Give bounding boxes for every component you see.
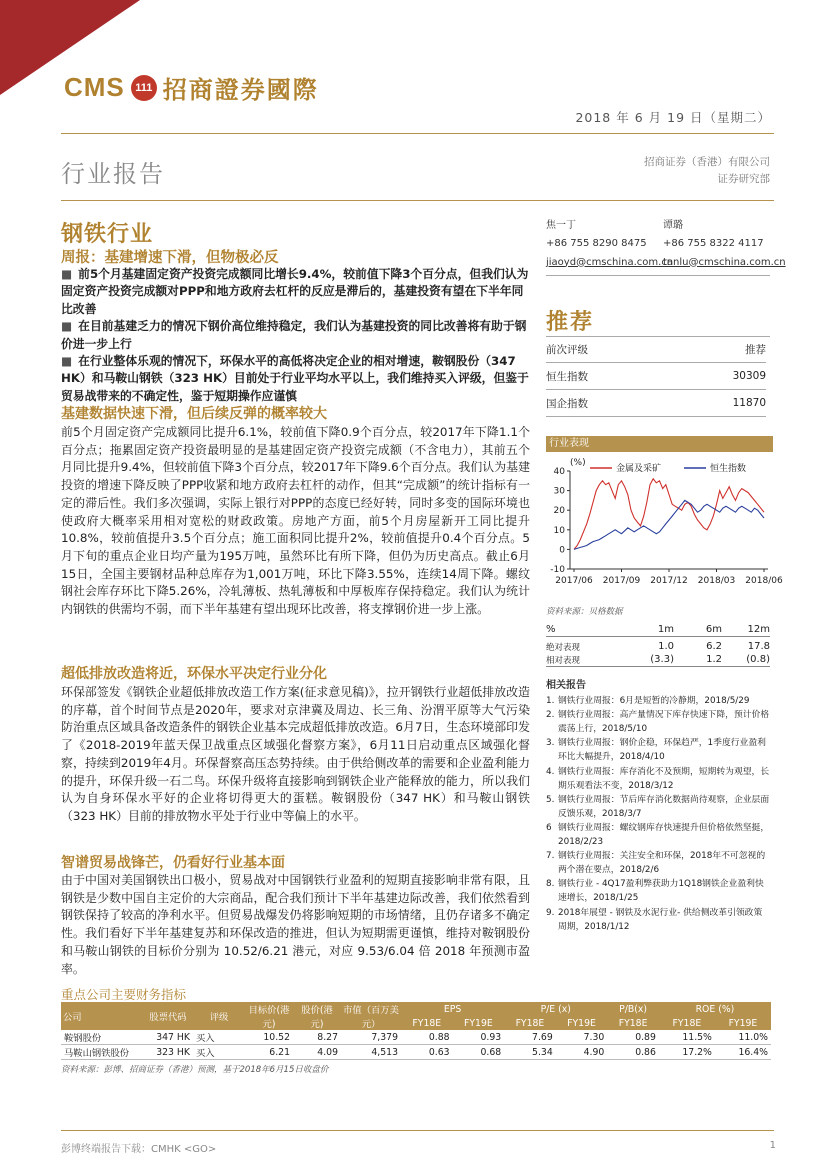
- y-tick-label: 0: [559, 545, 565, 556]
- key-point: ■ 在目前基建乏力的情况下钢价高位维持稳定，我们认为基建投资的同比改善将有助于钢价进一步上行: [61, 319, 527, 351]
- related-item[interactable]: 9. 2018年展望 - 钢铁及水泥行业- 供给侧改革引领政策周期，2018/1/12: [546, 907, 763, 932]
- section-heading: 基建数据快速下滑，但后续反弹的概率较大: [61, 406, 327, 422]
- contacts-rule: [546, 275, 770, 276]
- perf-header: % 1m 6m 12m: [546, 624, 770, 635]
- related-title: 相关报告: [546, 680, 586, 691]
- related-item[interactable]: 3. 钢铁行业周报：钢价企稳，环保趋严，1季度行业盈利环比大幅提升，2018/4/10: [546, 738, 766, 763]
- report-type: 行业报告: [61, 160, 165, 188]
- report-date: 2018 年 6 月 19 日（星期二）: [575, 110, 771, 125]
- analyst-name: 焦一丁: [546, 220, 576, 231]
- title-rule: [61, 200, 774, 201]
- series-line: [574, 500, 764, 549]
- related-item[interactable]: 4. 钢铁行业周报：库存消化不及预期，短期转为观望，长期乐观看法不变，2018/3/12: [546, 766, 770, 791]
- y-tick-label: 30: [553, 486, 565, 497]
- key-points: [61, 266, 531, 405]
- section-body: 前5个月固定资产完成额同比提升6.1%，较前值下降0.9个百分点，较2017年下降1.1个百分点；拖累固定资产投资最明显的是基建固定资产投资完成额（不含电力），其前五个月同比提升9.4%，但较前值下降3个百分点，较2017年下降9.6个百分点。我们认为基建投资的增速下降反映了PPP收紧和地方政府去杠杆的动作，但其“完成额”的统计指标有一定的滞后性。我们多次强调，实际上银行对PPP的态度已经好转，同时多变的国际环境也使政府大概率采用相对宽松的财政政策。房地产方面，前5个月房屋新开工同比提升10.8%，较前值提升3.5个百分点；施工面积同比提升2%，较前值提升0.4个百分点。5月下旬的重点企业日均产量为195万吨，虽然环比有所下降，但仍为历史高点。截止6月15日，全国主要钢材品种总库存为1,001万吨，环比下降3.55%，连续14周下降。螺纹钢社会库存环比下降5.26%，冷轧薄板、热轧薄板和中厚板库存保持稳定。我们认为统计内钢铁的供需均不弱，而下半年基建有望出现环比改善，将支撑钢价进一步上涨。: [61, 425, 530, 617]
- y-tick-label: 10: [553, 525, 565, 536]
- analyst-phone: +86 755 8290 8475: [546, 238, 647, 250]
- section-body: 由于中国对美国钢铁出口极小，贸易战对中国钢铁行业盈利的短期直接影响非常有限，且钢铁是少数中国自主定价的大宗商品，配合我们预计下半年基建边际改善，我们依然看到钢铁保持了较高的净利水平。但贸易战爆发仍将影响短期的市场情绪，且仍存诸多不确定性。我们看好下半年基建复苏和环保改造的推进，但认为短期需更谨慎，维持对鞍钢股份和马鞍山钢铁的目标价分别为 10.52/6.21 港元，对应 9.53/6.04 倍 2018 年预测市盈率。: [61, 873, 530, 976]
- x-tick-label: 2017/06: [555, 576, 593, 586]
- rating-label: 推荐: [546, 310, 595, 335]
- chart-source: 资料来源：贝格数据: [546, 607, 623, 617]
- series-line: [574, 479, 764, 550]
- section-heading: 智谱贸易战锋芒，仍看好行业基本面: [61, 855, 285, 871]
- analyst-phone: +86 755 8322 4117: [663, 238, 764, 250]
- header-rule: [61, 133, 774, 134]
- x-tick-label: 2017/09: [602, 576, 641, 586]
- related-item[interactable]: 2. 钢铁行业周报：高产量情况下库存快速下降，预计价格震荡上行，2018/5/10: [546, 710, 770, 735]
- index-row: 恒生指数 30309: [546, 363, 766, 390]
- legend-label: 恒生指数: [710, 464, 747, 474]
- performance-chart-title: 行业表现: [546, 436, 773, 452]
- company-dept: 证券研究部: [717, 173, 770, 185]
- logo-chinese-name: 招商證券國際: [162, 76, 319, 104]
- financials-title: 重点公司主要财务指标: [61, 987, 187, 1002]
- analyst-name: 谭璐: [663, 220, 683, 231]
- related-item[interactable]: 7. 钢铁行业周报：关注安全和环保，2018年不可忽视的两个潜在要点，2018/2/6: [546, 851, 766, 876]
- performance-table: [546, 623, 770, 667]
- logo-badge: 111: [131, 75, 157, 101]
- related-item[interactable]: 5. 钢铁行业周报：节后库存消化数据尚待观察，企业层面反馈乐观，2018/3/7: [546, 794, 770, 819]
- perf-row: 相对表现 (3.3) 1.2 (0.8): [546, 654, 770, 666]
- company-name: 招商证券（香港）有限公司: [644, 156, 770, 168]
- y-tick-label: -10: [550, 565, 565, 575]
- related-item[interactable]: 1. 钢铁行业周报：6月是短暂的冷静期，2018/5/29: [546, 696, 750, 707]
- fin-header-row: 公司 股票代码 评级 目标价(港元) 股价(港元) 市值（百万美元） EPS P/E (x) P/B(x) ROE (%): [61, 1002, 771, 1016]
- table-row: 马鞍山钢铁股份 323 HK 买入 6.21 4.09 4,513 0.63 0.68 5.34 4.90 0.86 17.2% 16.4%: [61, 1045, 771, 1060]
- legend-label: 金属及采矿: [616, 464, 662, 474]
- analyst-email[interactable]: tanlu@cmschina.com.cn: [663, 256, 786, 268]
- fin-header-row: FY18E FY19E FY18E FY19E FY18E FY18E FY19E: [61, 1016, 771, 1030]
- footer-rule: [61, 1130, 774, 1131]
- key-point: ■ 在行业整体乐观的情况下，环保水平的高低将决定企业的相对增速，鞍钢股份（347 HK）和马鞍山钢铁（323 HK）目前处于行业平均水平以上，我们维持买入评级，但鉴于贸易战带来的不确定性，鉴于短期操作应谨慎: [61, 354, 529, 403]
- financials-source: 资料来源：彭博、招商证券（香港）预测，基于2018年6月15日收盘价: [61, 1065, 329, 1075]
- index-table: [546, 336, 766, 417]
- footer-text: 彭博终端报告下载：CMHK <GO>: [61, 1144, 217, 1155]
- related-item[interactable]: 6 钢铁行业周报：螺纹钢库存快速提升但价格依然坚挺，2018/2/23: [546, 822, 770, 848]
- logo-cms: CMS: [64, 72, 125, 102]
- report-subtitle: 周报：基建增速下滑，但物极必反: [61, 250, 279, 266]
- performance-chart: [546, 455, 783, 617]
- key-point: ■ 前5个月基建固定资产投资完成额同比增长9.4%，较前值下降3个百分点，但我们认为固定资产投资完成额对PPP和地方政府去杠杆的反应是滞后的，基建投资有望在下半年同比改善: [61, 267, 529, 316]
- y-tick-label: 40: [553, 467, 565, 477]
- x-tick-label: 2018/06: [745, 576, 783, 586]
- page-number: 1: [769, 1140, 776, 1151]
- related-item[interactable]: 8. 钢铁行业 - 4Q17盈利弊获助力1Q18钢铁企业盈利快速增长，2018/1/25: [546, 879, 764, 904]
- financials-table: [61, 1002, 771, 1060]
- section-heading: 超低排放改造将近，环保水平决定行业分化: [61, 666, 327, 682]
- section-body: 环保部签发《钢铁企业超低排放改造工作方案(征求意见稿)》，拉开钢铁行业超低排放改造的序幕，首个时间节点是2020年，要求对京津冀及周边、长三角、汾渭平原等大气污染防治重点区域具备改造条件的钢铁企业基本完成超低排放改造。6月7日，生态环境部印发了《2018-2019年蓝天保卫战重点区域强化督察方案》，6月11日启动重点区域强化督察，持续到2019年4月。环保督察高压态势持续。由于供给侧改革的需要和企业盈利能力的提升，环保升级一石二鸟。环保升级将直接影响到钢铁企业产能释放的能力，所以我们认为自身环保水平好的企业将切得更大的蛋糕。鞍钢股份（347 HK）和马鞍山钢铁（323 HK）目前的排放物水平处于行业中等偏上的水平。: [61, 685, 530, 823]
- x-tick-label: 2018/03: [697, 576, 736, 586]
- line-chart: [546, 455, 783, 595]
- brand-logo: [64, 70, 319, 105]
- index-row: 国企指数 11870: [546, 390, 766, 417]
- x-tick-label: 2017/12: [650, 576, 688, 586]
- sector-title: 钢铁行业: [61, 222, 154, 247]
- perf-row: 绝对表现 1.0 6.2 17.8: [546, 641, 770, 653]
- index-row: 前次评级 推荐: [546, 336, 766, 363]
- related-reports: [546, 679, 770, 934]
- analyst-email[interactable]: jiaoyd@cmschina.com.cn: [546, 256, 674, 268]
- y-tick-label: 20: [553, 506, 565, 517]
- y-axis-label: (%): [570, 458, 586, 468]
- analyst-card: [663, 217, 833, 272]
- table-row: 鞍钢股份 347 HK 买入 10.52 8.27 7,379 0.88 0.93 7.69 7.30 0.89 11.5% 11.0%: [61, 1030, 771, 1045]
- company-info: [644, 154, 770, 188]
